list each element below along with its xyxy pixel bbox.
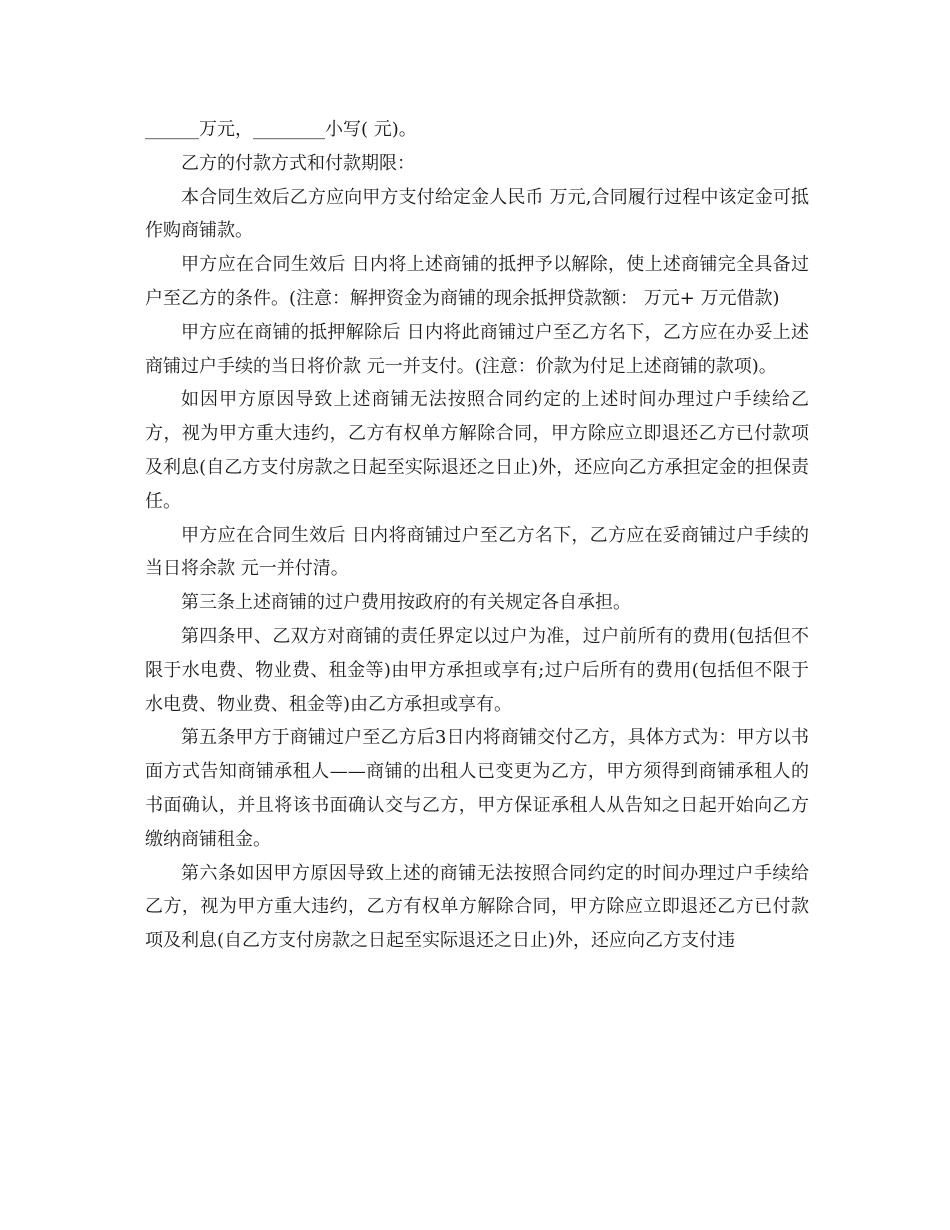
paragraph-article-6: 第六条如因甲方原因导致上述的商铺无法按照合同约定的时间办理过户手续给乙方，视为甲方重大违约，乙方有权单方解除合同，甲方除应立即退还乙方已付款项及利息(自乙方支付房款之日起至实际退还之日止)外，还应向乙方支付违 — [145, 862, 809, 952]
paragraph-balance-payment: 甲方应在合同生效后 日内将商铺过户至乙方名下，乙方应在妥商铺过户手续的当日将余款 元一并付清。 — [145, 524, 809, 580]
paragraph-article-5: 第五条甲方于商铺过户至乙方后3日内将商铺交付乙方，具体方式为：甲方以书面方式告知商铺承租人——商铺的出租人已变更为乙方，甲方须得到商铺承租人的书面确认，并且将该书面确认交与乙方，甲方保证承租人从告知之日起开始向乙方缴纳商铺租金。 — [145, 727, 809, 850]
paragraph-breach-liability: 如因甲方原因导致上述商铺无法按照合同约定的上述时间办理过户手续给乙方，视为甲方重大违约，乙方有权单方解除合同，甲方除应立即退还乙方已付款项及利息(自乙方支付房款之日起至实际退还之日止)外，还应向乙方承担定金的担保责任。 — [145, 389, 809, 512]
paragraph-deposit: 本合同生效后乙方应向甲方支付给定金人民币 万元,合同履行过程中该定金可抵作购商铺款。 — [145, 186, 809, 242]
paragraph-payment-heading: 乙方的付款方式和付款期限： — [181, 152, 415, 174]
paragraph-mortgage-release: 甲方应在合同生效后 日内将上述商铺的抵押予以解除，使上述商铺完全具备过户至乙方的条件。(注意：解押资金为商铺的现余抵押贷款额： 万元+ 万元借款) — [145, 254, 809, 309]
paragraph-article-4: 第四条甲、乙双方对商铺的责任界定以过户为准，过户前所有的费用(包括但不限于水电费、物业费、租金等)由甲方承担或享有;过户后所有的费用(包括但不限于水电费、物业费、租金等)由乙方承担或享有。 — [145, 625, 809, 715]
paragraph-article-3: 第三条上述商铺的过户费用按政府的有关规定各自承担。 — [181, 592, 631, 614]
document-body — [145, 113, 809, 958]
paragraph-amount-line: ______万元，________小写( 元)。 — [145, 119, 417, 140]
paragraph-transfer-payment: 甲方应在商铺的抵押解除后 日内将此商铺过户至乙方名下，乙方应在办妥上述商铺过户手续的当日将价款 元一并支付。(注意：价款为付足上述商铺的款项)。 — [145, 321, 809, 377]
